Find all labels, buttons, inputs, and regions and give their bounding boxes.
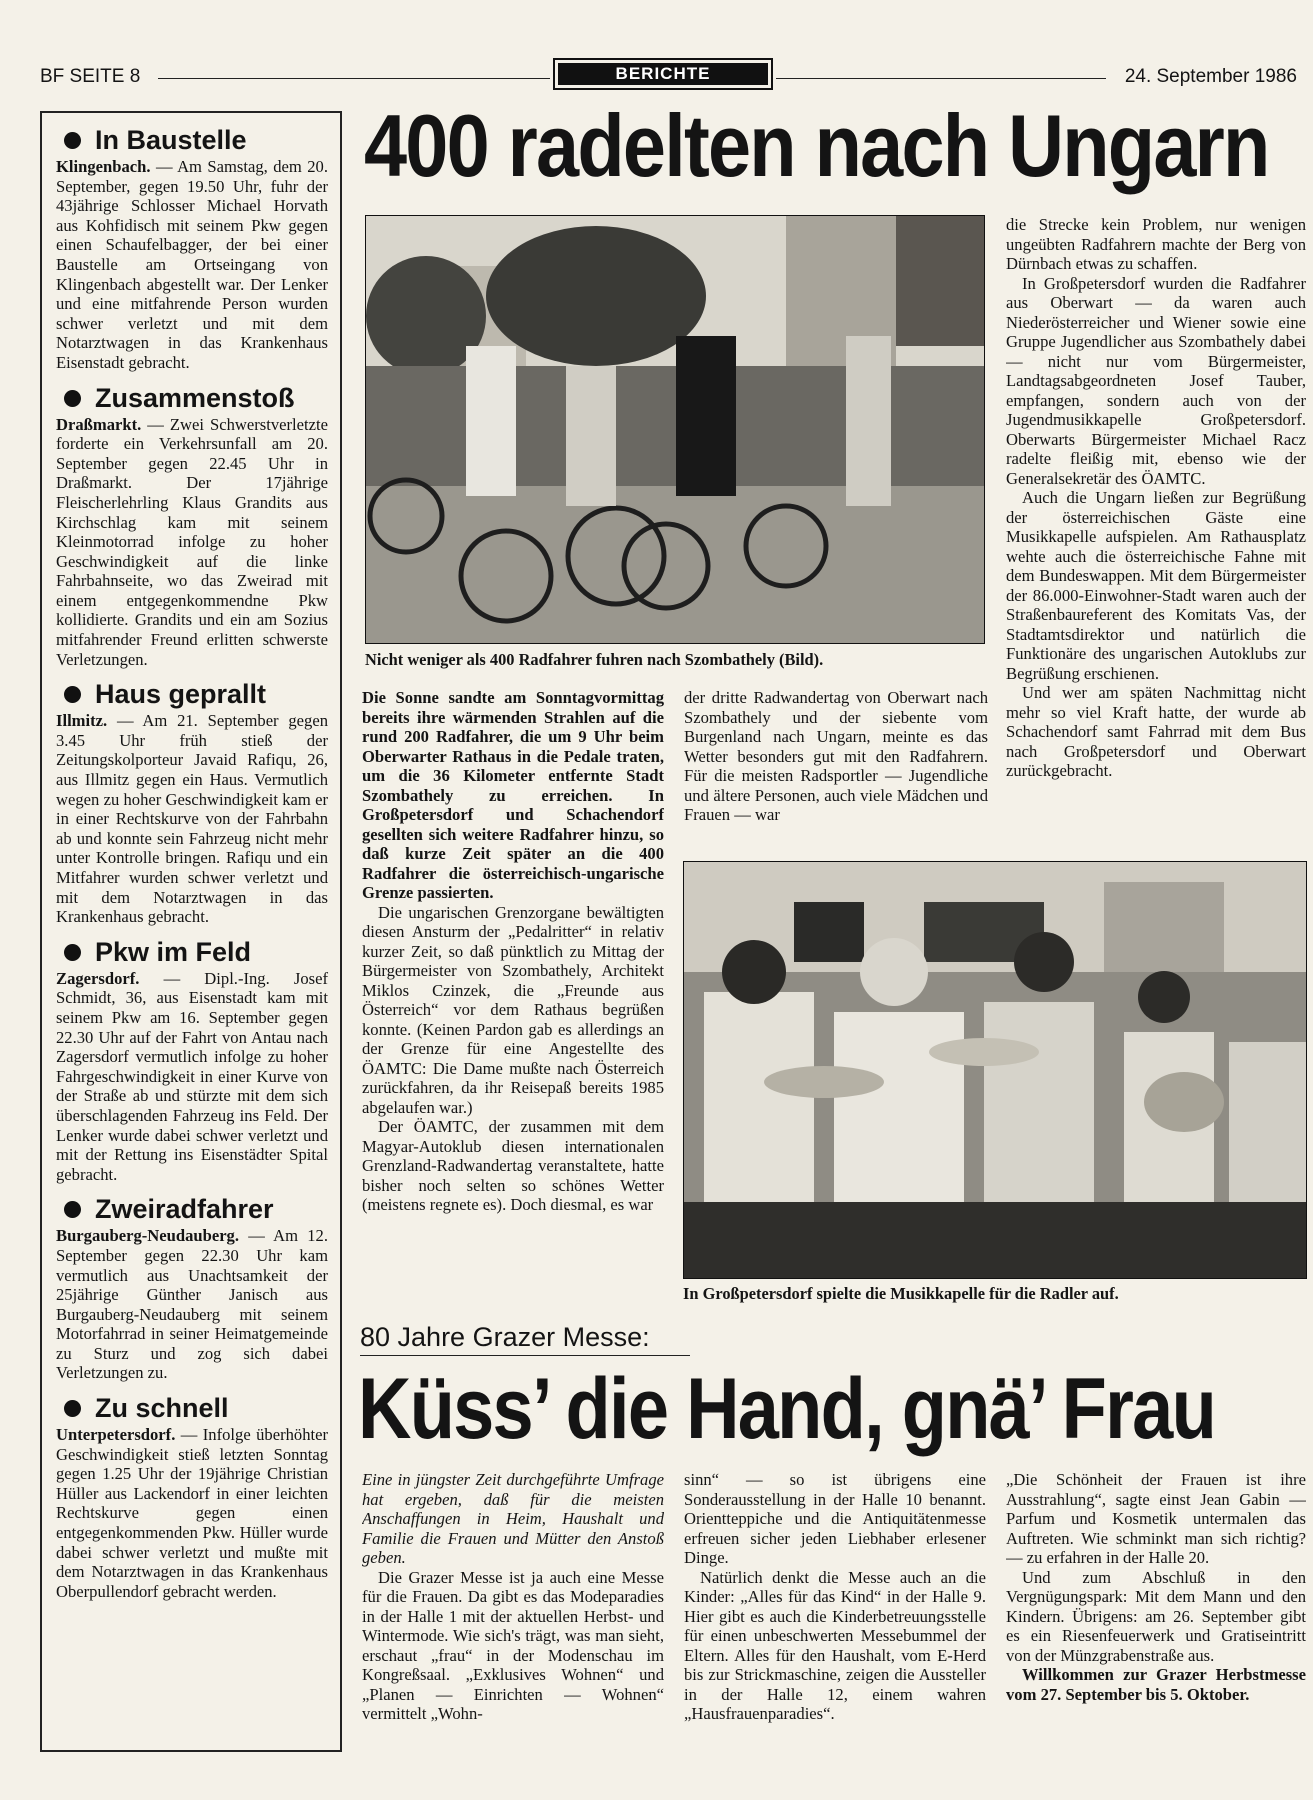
band-photo-graphic (684, 862, 1306, 1278)
header-rule-right (776, 78, 1106, 79)
news-heading: Zusammenstoß (56, 383, 328, 414)
news-heading: Zu schnell (56, 1393, 328, 1424)
article1-paragraph: Der ÖAMTC, der zusammen mit dem Magyar-Autoklub diesen internationalen Grenzland-Radwandertag veranstaltete, hatte bisher noch selten so schönes Wetter (meistens regnete es). Doch diesmal, es war (362, 1117, 664, 1214)
article1-column-2 (684, 688, 988, 838)
article1-column-1 (362, 688, 664, 1300)
band-photo (683, 861, 1307, 1279)
article1-paragraph: Die ungarischen Grenzorgane bewältigten diesen Ansturm der „Pedalritter“ in relativ kurzer Zeit, so daß pünktlich zu Mittag der Bürgermeister von Szombathely, Architekt Miklos Czinzek, die „Freunde aus Österreich“ vor dem Rathaus begrüßen konnte. (Keinen Pardon gab es allerdings an der Grenze für eine Angestellte des ÖAMTC: Die Dame mußte nach Österreich zurückfahren, da ihr Reisepaß bereits 1985 abgelaufen war.) (362, 902, 664, 1117)
news-heading: Pkw im Feld (56, 937, 328, 968)
news-text: Unterpetersdorf. — Infolge überhöhter Geschwindigkeit stieß letzten Sonntag gegen 1.25 Uhr der 19jährige Christian Hüller aus Lackendorf in einer leichten Rechtskurve gegen einen entgegenkommenden Pkw. Hüller wurde dabei schwer verletzt und mußte mit dem Notarztwagen in das Krankenhaus Oberpullendorf gebracht werden. (56, 1425, 328, 1601)
header-rule-left (158, 78, 550, 79)
bullet-icon (64, 686, 81, 703)
cyclists-photo-graphic (366, 216, 984, 643)
news-item (56, 937, 328, 1185)
news-heading: In Baustelle (56, 125, 328, 156)
news-item (56, 1393, 328, 1601)
article2-paragraph: Die Grazer Messe ist ja auch eine Messe für die Frauen. Da gibt es das Modeparadies in der Halle 1 mit der aktuellen Herbst- und Wintermode. Wie sich's trägt, was man sieht, erschaut „frau“ in der Modenschau im Kongreßsaal. „Exklusives Wohnen“ und „Planen — Einrichten — Wohnen“ vermittelt „Wohn- (362, 1567, 664, 1723)
police-news-column (40, 111, 342, 1752)
section-label: BERICHTE (558, 63, 768, 85)
article2-kicker: 80 Jahre Grazer Messe: (360, 1322, 650, 1352)
news-text: Klingenbach. — Am Samstag, dem 20. September, gegen 19.50 Uhr, fuhr der 43jährige Schlosser Michael Horvath aus Kohfidisch mit seinem Pkw gegen einen Schaufelbagger, der bei einer Baustelle am Ortseingang von Klingenbach abgestellt war. Der Lenker und eine mitfahrende Person wurden schwer verletzt und mit dem Notarztwagen in das Krankenhaus Eisenstadt gebracht. (56, 157, 328, 372)
news-text: Burgauberg-Neudauberg. — Am 12. September gegen 22.30 Uhr kam vermutlich aus Unachtsamkeit der 25jährige Günther Janisch aus Burgauberg-Neudauberg mit seinem Motorfahrrad in seiner Heimatgemeinde zu Sturz und zog sich dabei Verletzungen zu. (56, 1226, 328, 1383)
bullet-icon (64, 1400, 81, 1417)
section-badge (553, 58, 773, 90)
bullet-icon (64, 132, 81, 149)
news-text: Illmitz. — Am 21. September gegen 3.45 Uhr früh stieß der Zeitungskolporteur Javaid Rafiqu, 26, aus Illmitz gegen ein Haus. Vermutlich wegen zu hoher Geschwindigkeit kam er in einer Rechtskurve von der Fahrbahn ab und konnte sein Fahrzeug nicht mehr unter Kontrolle bringen. Rafiqu und ein Mitfahrer wurden schwer verletzt und mit dem Notarztwagen in das Krankenhaus gebracht. (56, 711, 328, 927)
bullet-icon (64, 944, 81, 961)
news-heading: Haus geprallt (56, 679, 328, 710)
bullet-icon (64, 390, 81, 407)
cyclists-photo-caption: Nicht weniger als 400 Radfahrer fuhren nach Szombathely (Bild). (365, 650, 824, 669)
article1-paragraph: der dritte Radwandertag von Oberwart nach Szombathely und der siebente vom Burgenland nach Ungarn, meinte es das Wetter besonders gut mit den Radfahrern. Für die meisten Radsportler — Jugendliche und ältere Personen, auch viele Mädchen und Frauen — war (684, 688, 988, 824)
news-item (56, 383, 328, 670)
article1-paragraph: die Strecke kein Problem, nur wenigen ungeübten Radfahrern machte der Berg von Dürnbach etwas zu schaffen. (1006, 215, 1306, 273)
article1-paragraph: Und wer am späten Nachmittag nicht mehr so viel Kraft hatte, der wurde ab Schachendorf samt Fahrrad mit dem Bus nach Großpetersdorf und Oberwart zurückgebracht. (1006, 683, 1306, 780)
article1-column-3 (1006, 215, 1306, 835)
article2-paragraph: sinn“ — so ist übrigens eine Sonderausstellung in der Halle 10 benannt. Orientteppiche und die Antiquitätenmesse erfreuen sicher jeden Liebhaber erlesener Dinge. (684, 1470, 986, 1567)
article2-column-3 (1006, 1470, 1306, 1788)
issue-date: 24. September 1986 (1124, 66, 1297, 87)
news-text: Zagersdorf. — Dipl.-Ing. Josef Schmidt, 36, aus Eisenstadt kam mit seinem Pkw am 16. September gegen 22.30 Uhr auf der Fahrt von Antau nach Zagersdorf vermutlich infolge zu hoher Fahrgeschwindigkeit in einer Kurve von der Straße ab und stürzte mit dem sich überschlagenden Fahrzeug ins Feld. Der Lenker wurde dabei schwer verletzt und mit der Rettung ins Eisenstädter Spital gebracht. (56, 968, 328, 1184)
article1-paragraph: In Großpetersdorf wurden die Radfahrer aus Oberwart — da waren auch Niederösterreicher und Wiener sowie eine Gruppe Jugendlicher aus Szombathely dabei — nicht nur vom Bürgermeister, Landtagsabgeordneten Josef Tauber, empfangen, sondern auch von der Jugendmusikkapelle Großpetersdorf. Oberwarts Bürgermeister Michael Racz radelte fleißig mit, ebenso wie der Generalsekretär des ÖAMTC. (1006, 273, 1306, 488)
kicker-rule (360, 1355, 690, 1356)
article1-paragraph: Auch die Ungarn ließen zur Begrüßung der österreichischen Gäste eine Musikkapelle aufspielen. Am Rathausplatz wehte auch die österreichische Fahne mit dem Bundeswappen. Mit dem Bürgermeister der 86.000-Einwohner-Stadt waren auch der Straßenbaureferent des Komitats Vas, der Stadtamtsdirektor und natürlich die Funktionäre des ungarischen Autoklubs zur Begrüßung erschienen. (1006, 488, 1306, 683)
article2-paragraph: „Die Schönheit der Frauen ist ihre Ausstrahlung“, sagte einst Jean Gabin — Parfum und Kosmetik untermalen das Auftreten. Wie schminkt man sich richtig? — zu erfahren in der Halle 20. (1006, 1470, 1306, 1567)
news-item (56, 679, 328, 927)
article2-paragraph: Und zum Abschluß in den Vergnügungspark: Mit dem Mann und den Kindern. Übrigens: am 26. September gibt es ein Riesenfeuerwerk und Gratiseintritt von der Münzgrabenstraße aus. (1006, 1567, 1306, 1665)
band-photo-caption: In Großpetersdorf spielte die Musikkapelle für die Radler auf. (683, 1284, 1119, 1303)
page-label: BF SEITE 8 (40, 66, 141, 87)
article2-column-2 (684, 1470, 986, 1788)
article2-lead: Eine in jüngster Zeit durchgeführte Umfrage hat ergeben, daß für die meisten Anschaffungen in Heim, Haushalt und Familie die Frauen und Mütter den Anstoß geben. (362, 1470, 664, 1567)
news-item (56, 1194, 328, 1383)
article1-headline: 400 radelten nach Ungarn (364, 96, 1269, 195)
cyclists-photo (365, 215, 985, 644)
article2-paragraph: Natürlich denkt die Messe auch an die Kinder: „Alles für das Kind“ in der Halle 9. Hier gibt es auch die Kinderbetreuungsstelle für einen unbeschwerten Messebummel der Eltern. Alles für den Haushalt, vom E-Herd bis zur Strickmaschine, zeigen die Aussteller in der Halle 12, einem wahren „Hausfrauenparadies“. (684, 1567, 986, 1723)
news-text: Draßmarkt. — Zwei Schwerstverletzte forderte ein Verkehrsunfall am 20. September gegen 22.45 Uhr in Draßmarkt. Der 17jährige Fleischerlehrling Klaus Grandits aus Kirchschlag kam mit seinem Kleinmotorrad infolge zu hoher Geschwindigkeit auf die linke Fahrbahnseite, wo das Zweirad mit einem entgegenkommendne Pkw kollidierte. Grandits und ein am Sozius mitfahrender Freund erlitten schwerste Verletzungen. (56, 414, 328, 669)
article2-closing: Willkommen zur Grazer Herbstmesse vom 27. September bis 5. Oktober. (1006, 1665, 1306, 1704)
article2-headline: Küss’ die Hand, gnä’ Frau (358, 1361, 1216, 1457)
bullet-icon (64, 1201, 81, 1218)
article2-column-1 (362, 1470, 664, 1788)
news-item (56, 125, 328, 373)
article1-lead: Die Sonne sandte am Sonntagvormittag bereits ihre wärmenden Strahlen auf die rund 200 Radfahrer, die um 9 Uhr beim Oberwarter Rathaus in die Pedale traten, um die 36 Kilometer entfernte Stadt Szombathely zu erreichen. In Großpetersdorf und Schachendorf gesellten sich weitere Radfahrer hinzu, so daß kurze Zeit später an die 400 Radfahrer die österreichisch-ungarische Grenze passierten. (362, 688, 664, 902)
news-heading: Zweiradfahrer (56, 1194, 328, 1225)
